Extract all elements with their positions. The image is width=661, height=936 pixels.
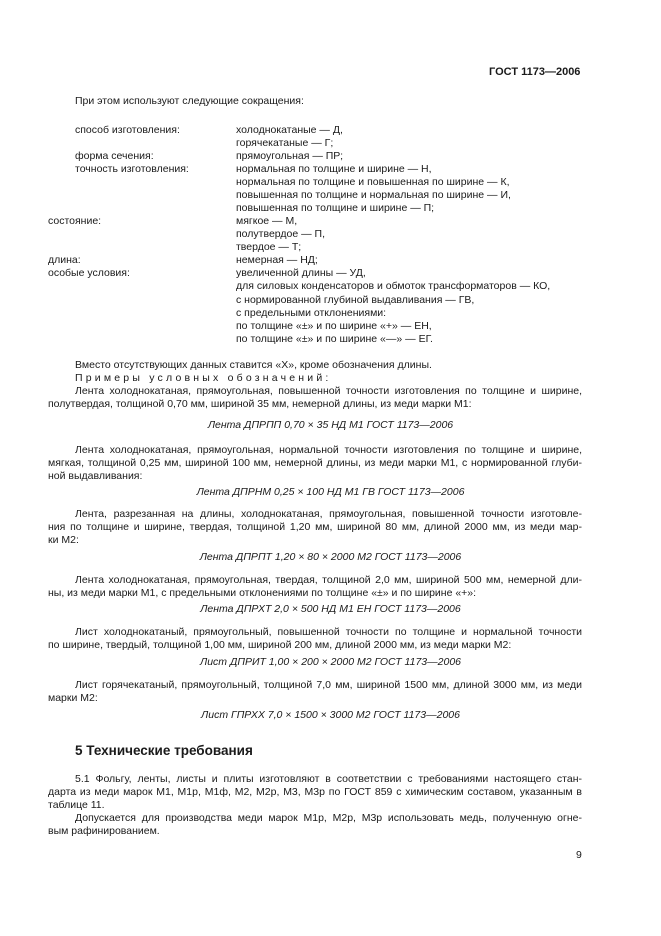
example-text-line: Лента холоднокатаная, прямоугольная, твердая, толщиной 2,0 мм, шириной 500 мм, немерной дли- (75, 574, 582, 586)
intro-text: При этом используют следующие сокращения: (75, 95, 304, 107)
example-designation: Лента ДПРПП 0,70 × 35 НД М1 ГОСТ 1173—2006 (207, 419, 454, 431)
abbr-value: полутвердое — П, (236, 228, 325, 240)
example-text-line: мягкая, толщиной 0,25 мм, шириной 100 мм, немерной длины, из меди марки М1, с нормированной глуби- (48, 457, 582, 469)
abbr-value: мягкое — М, (236, 215, 298, 227)
document-header: ГОСТ 1173—2006 (489, 66, 581, 78)
abbr-value: с предельными отклонениями: (236, 307, 387, 319)
example-designation: Лист ГПРХХ 7,0 × 1500 × 3000 М2 ГОСТ 1173—2006 (201, 709, 460, 721)
example-designation: Лента ДПРНМ 0,25 × 100 НД М1 ГВ ГОСТ 1173—2006 (196, 486, 465, 498)
abbr-value: для силовых конденсаторов и обмоток трансформаторов — КО, (236, 280, 551, 292)
abbr-value: увеличенной длины — УД, (236, 267, 366, 279)
abbr-value: горячекатаные — Г; (236, 137, 334, 149)
abbr-value: по толщине «±» и по ширине «+» — ЕН, (236, 320, 432, 332)
note-x: Вместо отсутствующих данных ставится «Х», кроме обозначения длины. (75, 359, 432, 371)
example-text-line: по ширине, твердый, толщиной 1,00 мм, шириной 200 мм, длиной 2000 мм, из меди марки М2: (48, 639, 512, 651)
abbr-label-special: особые условия: (48, 267, 130, 279)
abbr-value: повышенная по толщине и нормальная по ширине — И, (236, 189, 511, 201)
example-text-line: Лента холоднокатаная, прямоугольная, повышенной точности изготовления по толщине и ширине, (75, 385, 582, 397)
paragraph-line: 5.1 Фольгу, ленты, листы и плиты изготовляют в соответствии с требованиями настоящего стан- (75, 773, 582, 785)
abbr-label-method: способ изготовления: (75, 124, 180, 136)
abbr-value: холоднокатаные — Д, (236, 124, 343, 136)
example-text-line: Лист горячекатаный, прямоугольный, толщиной 7,0 мм, шириной 1500 мм, длиной 3000 мм, из меди (75, 679, 582, 691)
example-text-line: Лист холоднокатаный, прямоугольный, повышенной точности по толщине и нормальной точности (75, 626, 582, 638)
abbr-value: повышенная по толщине и ширине — П; (236, 202, 435, 214)
paragraph-line: Допускается для производства меди марок М1р, М2р, М3р использовать медь, полученную огне- (75, 812, 582, 824)
example-text-line: Лента, разрезанная на длины, холоднокатаная, прямоугольная, повышенной точности изготовле- (75, 508, 582, 520)
example-designation: Лист ДПРИТ 1,00 × 200 × 2000 М2 ГОСТ 1173—2006 (200, 656, 461, 668)
example-text-line: полутвердая, толщиной 0,70 мм, шириной 35 мм, немерной длины, из меди марки М1: (48, 398, 472, 410)
example-designation: Лента ДПРПТ 1,20 × 80 × 2000 М2 ГОСТ 1173—2006 (199, 551, 462, 563)
abbr-value: нормальная по толщине и повышенная по ширине — К, (236, 176, 510, 188)
example-text-line: марки М2: (48, 692, 98, 704)
example-designation: Лента ДПРХТ 2,0 × 500 НД М1 ЕН ГОСТ 1173—2006 (200, 603, 461, 615)
example-text-line: ны, из меди марки М1, с предельными отклонениями по толщине «±» и по ширине «+»: (48, 587, 477, 599)
section-title: 5 Технические требования (75, 743, 253, 758)
abbr-value: немерная — НД; (236, 254, 318, 266)
abbr-label-length: длина: (48, 254, 81, 266)
example-text-line: Лента холоднокатаная, прямоугольная, нормальной точности изготовления по толщине и ширине, (75, 444, 582, 456)
abbr-value: с нормированной глубиной выдавливания — ГВ, (236, 294, 475, 306)
abbr-value: прямоугольная — ПР; (236, 150, 343, 162)
example-text-line: ния по толщине и ширине, твердая, толщиной 1,20 мм, шириной 80 мм, длиной 2000 мм, из меди мар- (48, 521, 582, 533)
paragraph-line: таблице 11. (48, 799, 105, 811)
example-text-line: ки М2: (48, 534, 79, 546)
paragraph-line: вым рафинированием. (48, 825, 160, 837)
example-text-line: ной выдавливания: (48, 470, 143, 482)
page-number: 9 (576, 849, 582, 861)
abbr-label-accuracy: точность изготовления: (75, 163, 189, 175)
examples-title: Примеры условных обозначений: (75, 372, 332, 384)
abbr-label-state: состояние: (48, 215, 102, 227)
abbr-value: по толщине «±» и по ширине «—» — ЕГ. (236, 333, 433, 345)
abbr-value: нормальная по толщине и ширине — Н, (236, 163, 432, 175)
abbr-value: твердое — Т; (236, 241, 302, 253)
abbr-label-form: форма сечения: (75, 150, 154, 162)
paragraph-line: дарта из меди марок М1, М1р, М1ф, М2, М2р, М3, М3р по ГОСТ 859 с химическим составом, указанным в (48, 786, 582, 798)
